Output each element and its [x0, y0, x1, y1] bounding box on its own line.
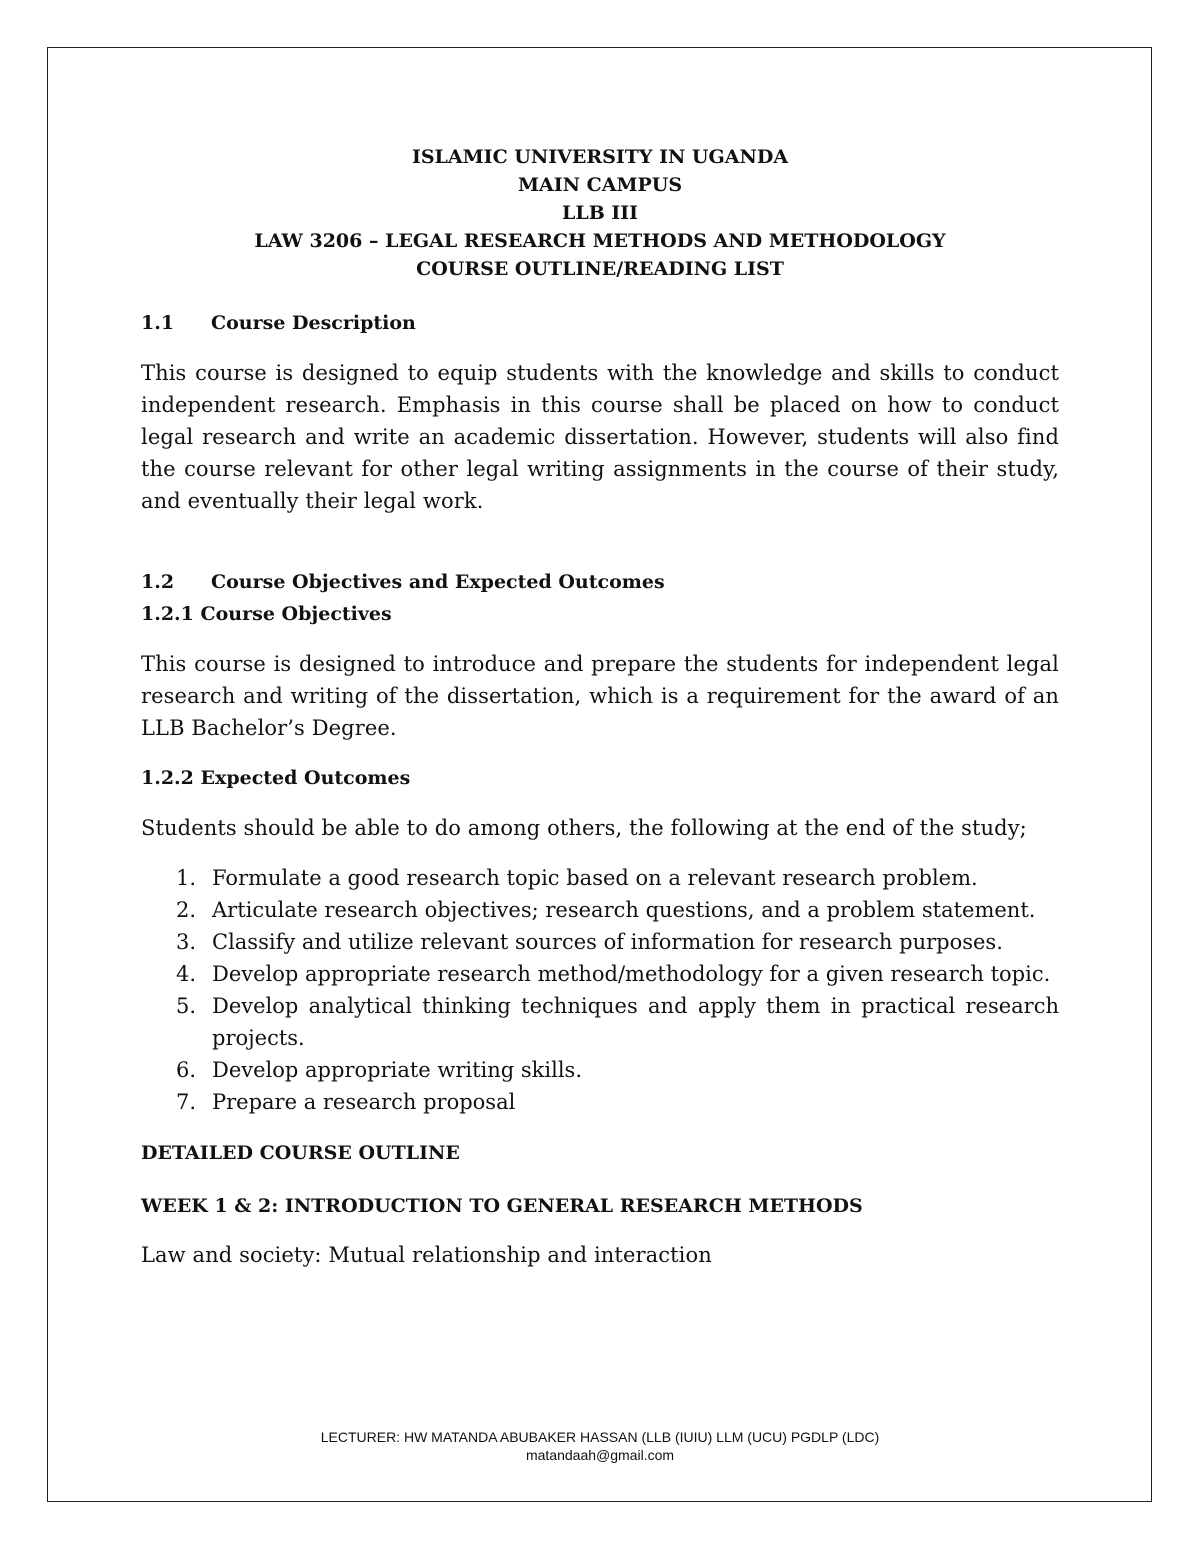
- section-number: 1.1: [141, 312, 175, 334]
- expected-outcomes-intro: Students should be able to do among others, the following at the end of the study;: [141, 816, 1027, 840]
- list-item: 6. Develop appropriate writing skills.: [176, 1058, 583, 1082]
- campus-name: MAIN CAMPUS: [517, 174, 683, 196]
- section-1-2-2-heading: 1.2.2 Expected Outcomes: [141, 767, 411, 789]
- section-1-2-heading: [141, 566, 1059, 598]
- course-code-title: LAW 3206 – LEGAL RESEARCH METHODS AND METHODOLOGY: [254, 230, 946, 252]
- section-title: Course Objectives and Expected Outcomes: [211, 571, 665, 593]
- section-number: 1.2: [141, 571, 175, 593]
- list-item: 5. Develop analytical thinking techniques and apply them in practical research projects.: [176, 994, 1059, 1050]
- document-body: [141, 143, 1059, 1271]
- course-objectives-text: This course is designed to introduce and prepare the students for independent legal research and writing of the dissertation, which is a requirement for the award of an LLB Bachelor’s Degree.: [141, 652, 1059, 740]
- outcomes-list: [141, 862, 1059, 1118]
- list-item: 3. Classify and utilize relevant sources of information for research purposes.: [176, 930, 1003, 954]
- section-title: Course Description: [211, 312, 416, 334]
- lecturer-email: matandaah@gmail.com: [525, 1447, 675, 1463]
- list-item: 1. Formulate a good research topic based on a relevant research problem.: [176, 866, 978, 890]
- lecturer-credit: LECTURER: HW MATANDA ABUBAKER HASSAN (LLB (IUIU) LLM (UCU) PGDLP (LDC): [320, 1429, 880, 1445]
- page-footer: [0, 1428, 1200, 1464]
- list-item: 7. Prepare a research proposal: [176, 1090, 516, 1114]
- university-name: ISLAMIC UNIVERSITY IN UGANDA: [411, 146, 789, 168]
- detailed-outline-heading: DETAILED COURSE OUTLINE: [141, 1142, 460, 1164]
- list-item: 4. Develop appropriate research method/methodology for a given research topic.: [176, 962, 1051, 986]
- class-level: LLB III: [561, 202, 639, 224]
- course-description-text: This course is designed to equip students with the knowledge and skills to conduct independent research. Emphasis in this course shall be placed on how to conduct legal research and write an academic dissertation. However, students will also find the course relevant for other legal writing assignments in the course of their study, and eventually their legal work.: [141, 361, 1059, 513]
- section-1-2-1-heading: 1.2.1 Course Objectives: [141, 603, 392, 625]
- section-1-1-heading: [141, 307, 1059, 339]
- document-type: COURSE OUTLINE/READING LIST: [416, 258, 784, 280]
- week-heading: WEEK 1 & 2: INTRODUCTION TO GENERAL RESEARCH METHODS: [141, 1195, 863, 1217]
- list-item: 2. Articulate research objectives; research questions, and a problem statement.: [176, 898, 1036, 922]
- week-topic: Law and society: Mutual relationship and interaction: [141, 1243, 712, 1267]
- document-title: [141, 143, 1059, 283]
